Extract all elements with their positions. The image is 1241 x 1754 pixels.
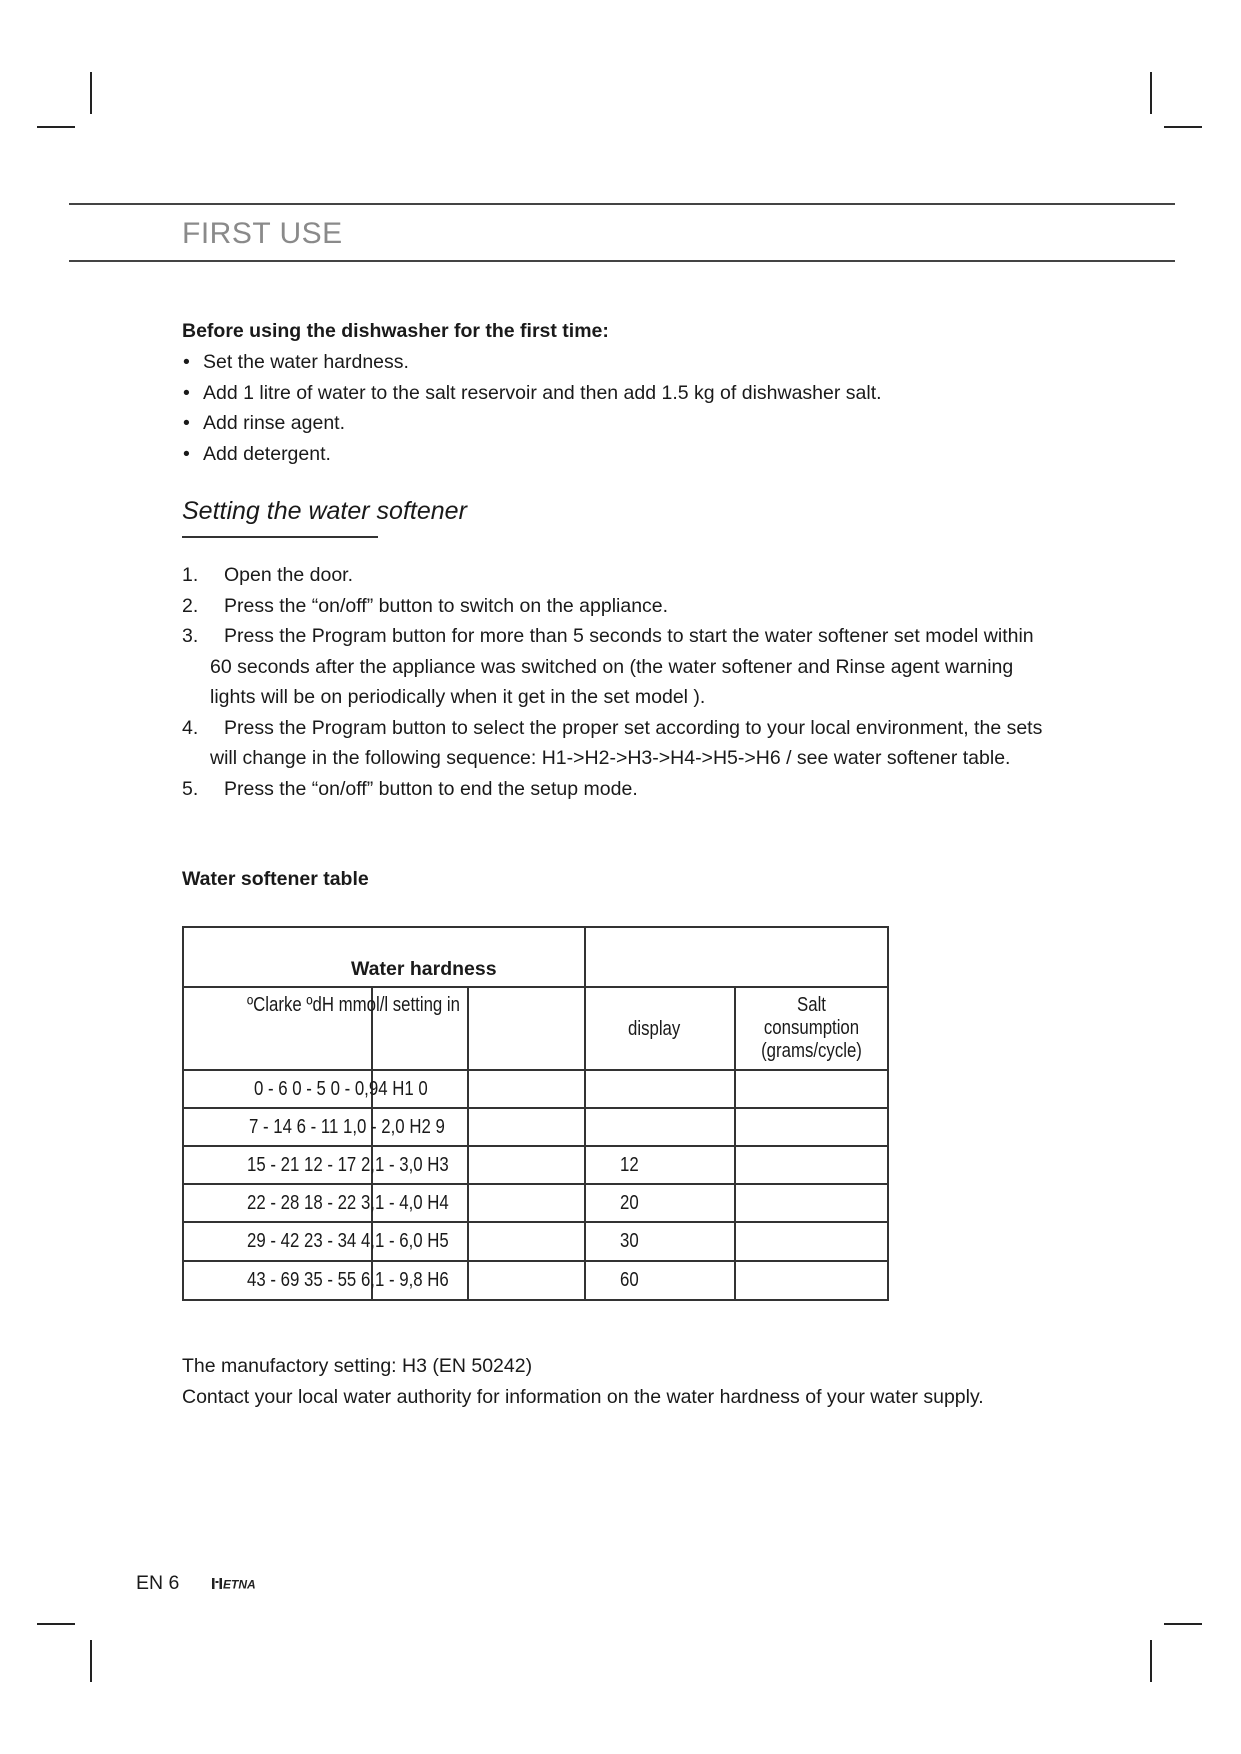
list-item xyxy=(182,713,1082,774)
step-number: 3. xyxy=(182,625,199,647)
steps-list xyxy=(182,560,1082,804)
display-cell xyxy=(620,1154,642,1177)
step-number: 2. xyxy=(182,594,199,617)
table-row-line xyxy=(182,986,889,988)
crop-mark xyxy=(37,126,75,128)
table-column-line xyxy=(584,926,586,1301)
step-text: Press the “on/off” button to switch on the appliance. xyxy=(224,594,669,617)
crop-mark xyxy=(1164,126,1202,128)
list-item xyxy=(182,774,1082,805)
page-number: EN 6 xyxy=(136,1572,180,1594)
hardness-cell: 43 - 69 35 - 55 6,1 - 9,8 H6 xyxy=(247,1269,449,1291)
intro-heading: Before using the dishwasher for the first time: xyxy=(182,320,609,342)
factory-setting-note: The manufactory setting: H3 (EN 50242) xyxy=(182,1355,533,1377)
header-bottom-rule xyxy=(69,260,1175,262)
table-header-display xyxy=(628,1018,690,1041)
display-cell xyxy=(620,1230,642,1253)
list-item: • Add detergent. xyxy=(182,439,882,470)
table-column-line xyxy=(734,986,736,1301)
step-text: Press the Program button for more than 5 seconds to start the water softener set model within 60 seconds after the appliance was switched on (the water softener and Rinse agent warning lights will be on periodically when it get in the set model ). xyxy=(210,625,1034,708)
list-item xyxy=(182,621,1082,713)
list-item: • Add rinse agent. xyxy=(182,408,882,439)
page-title: FIRST USE xyxy=(182,217,343,250)
header-top-rule xyxy=(69,203,1175,205)
step-number: 1. xyxy=(182,564,199,586)
table-row xyxy=(247,1154,487,1177)
table-column-line xyxy=(467,986,469,1301)
table-row xyxy=(249,1116,482,1139)
display-cell xyxy=(620,1269,642,1292)
crop-mark xyxy=(1164,1623,1202,1625)
table-border xyxy=(182,1299,889,1301)
list-item: • Add 1 litre of water to the salt reservoir and then add 1.5 kg of dishwasher salt. xyxy=(182,378,882,409)
section-title: Setting the water softener xyxy=(182,497,467,525)
table-row xyxy=(247,1269,487,1292)
display-value: 20 xyxy=(620,1192,639,1214)
display-value: 60 xyxy=(620,1269,639,1291)
step-text: Press the Program button to select the proper set according to your local environment, the sets will change in the following sequence: H1->H2->H3->H4->H5->H6 / see water softener table. xyxy=(210,716,1043,769)
hardness-cell: 15 - 21 12 - 17 2,1 - 3,0 H3 xyxy=(247,1154,449,1176)
crop-mark xyxy=(37,1623,75,1625)
table-border xyxy=(182,926,184,1301)
table-row-line xyxy=(182,1221,889,1223)
crop-mark xyxy=(1150,72,1152,114)
step-text: Open the door. xyxy=(224,564,354,586)
list-item: • Set the water hardness. xyxy=(182,347,882,378)
hardness-cell: 29 - 42 23 - 34 4,1 - 6,0 H5 xyxy=(247,1230,449,1252)
display-value: 12 xyxy=(620,1154,639,1176)
step-text: Press the “on/off” button to end the setup mode. xyxy=(224,777,638,800)
table-row xyxy=(247,1192,487,1215)
table-row xyxy=(254,1078,461,1101)
list-item xyxy=(182,560,1082,591)
brand-text: ETNA xyxy=(223,1577,256,1592)
step-number: 5. xyxy=(182,777,199,800)
table-caption: Water softener table xyxy=(182,868,369,890)
hardness-cell: 7 - 14 6 - 11 1,0 - 2,0 H2 9 xyxy=(249,1116,445,1138)
table-border xyxy=(182,926,889,928)
table-row-line xyxy=(182,1183,889,1185)
table-row-line xyxy=(182,1107,889,1109)
intro-bullet-list xyxy=(182,347,882,469)
water-softener-table xyxy=(182,926,889,1301)
crop-mark xyxy=(90,1640,92,1682)
display-cell xyxy=(620,1192,642,1215)
hardness-cell: 22 - 28 18 - 22 3,1 - 4,0 H4 xyxy=(247,1192,449,1214)
display-value: 30 xyxy=(620,1230,639,1252)
hardness-cell: 0 - 6 0 - 5 0 - 0,94 H1 0 xyxy=(254,1078,428,1100)
list-item xyxy=(182,591,1082,622)
table-row xyxy=(247,1230,487,1253)
step-number: 4. xyxy=(182,716,199,739)
table-header-salt: Salt consumption (grams/cycle) xyxy=(761,994,862,1062)
etna-logo-mark xyxy=(212,1574,264,1592)
etna-logo xyxy=(212,1574,264,1597)
table-subheader xyxy=(247,994,501,1017)
crop-mark xyxy=(1150,1640,1152,1682)
section-underline xyxy=(182,536,378,538)
table-row-line xyxy=(182,1069,889,1071)
table-border xyxy=(887,926,889,1301)
crop-mark xyxy=(90,72,92,114)
contact-note: Contact your local water authority for information on the water hardness of your water supply. xyxy=(182,1386,984,1408)
table-column-line xyxy=(371,986,373,1301)
table-group-header: Water hardness xyxy=(351,958,497,980)
table-row-line xyxy=(182,1145,889,1147)
table-subheader-text: ºClarke ºdH mmol/l setting in xyxy=(247,994,461,1016)
table-header-display-text: display xyxy=(628,1018,681,1040)
table-row-line xyxy=(182,1260,889,1262)
